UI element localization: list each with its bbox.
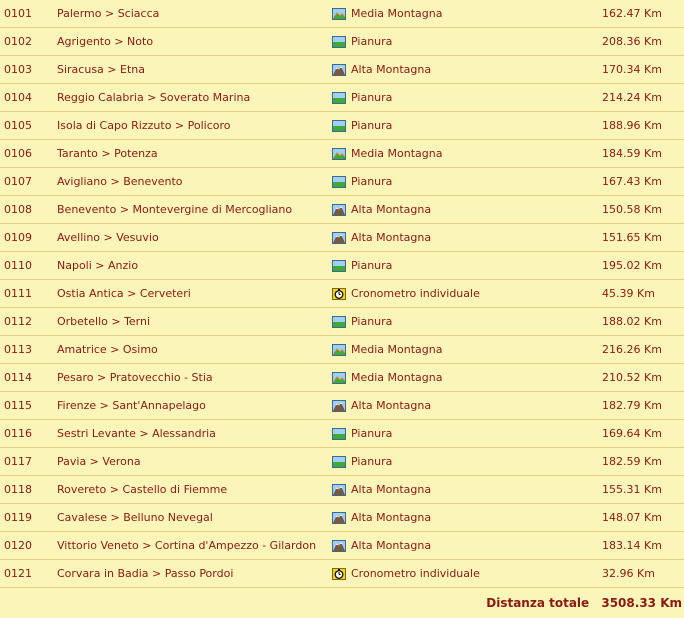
- stage-type: Pianura: [351, 119, 392, 132]
- stage-row: [0, 532, 684, 560]
- stage-distance: 170.34 Km: [602, 56, 684, 84]
- stage-distance: 208.36 Km: [602, 28, 684, 56]
- stage-distance: 151.65 Km: [602, 224, 684, 252]
- stage-route: Pesaro > Pratovecchio - Stia: [57, 364, 332, 392]
- stage-number: 0109: [0, 224, 57, 252]
- stage-row: [0, 364, 684, 392]
- medium-mountain-icon: [332, 372, 346, 384]
- flat-stage-icon: [332, 92, 346, 104]
- stage-number: 0114: [0, 364, 57, 392]
- stage-distance: 148.07 Km: [602, 504, 684, 532]
- stage-number: 0111: [0, 280, 57, 308]
- stage-route: Rovereto > Castello di Fiemme: [57, 476, 332, 504]
- flat-stage-icon: [332, 428, 346, 440]
- high-mountain-icon: [332, 400, 346, 412]
- stage-type-cell: [332, 476, 602, 504]
- stopwatch-icon: [332, 288, 346, 300]
- stage-row: [0, 84, 684, 112]
- medium-mountain-icon: [332, 8, 346, 20]
- flat-stage-icon: [332, 36, 346, 48]
- stage-number: 0104: [0, 84, 57, 112]
- stage-type-cell: [332, 532, 602, 560]
- stage-route: Amatrice > Osimo: [57, 336, 332, 364]
- stage-type-cell: [332, 392, 602, 420]
- stage-distance: 182.59 Km: [602, 448, 684, 476]
- stage-type: Alta Montagna: [351, 231, 431, 244]
- stage-number: 0120: [0, 532, 57, 560]
- stage-number: 0115: [0, 392, 57, 420]
- stage-type: Media Montagna: [351, 371, 442, 384]
- stage-number: 0107: [0, 168, 57, 196]
- stage-type-cell: [332, 84, 602, 112]
- high-mountain-icon: [332, 484, 346, 496]
- stage-number: 0119: [0, 504, 57, 532]
- stage-type: Alta Montagna: [351, 63, 431, 76]
- stage-type-cell: [332, 420, 602, 448]
- stage-type-cell: [332, 448, 602, 476]
- stage-type-cell: [332, 560, 602, 588]
- stage-row: [0, 392, 684, 420]
- stage-type-cell: [332, 0, 602, 28]
- stage-distance: 182.79 Km: [602, 392, 684, 420]
- stage-row: [0, 504, 684, 532]
- stage-route: Reggio Calabria > Soverato Marina: [57, 84, 332, 112]
- stage-type-cell: [332, 168, 602, 196]
- stage-type: Media Montagna: [351, 343, 442, 356]
- high-mountain-icon: [332, 232, 346, 244]
- stage-row: [0, 56, 684, 84]
- stage-route: Pavia > Verona: [57, 448, 332, 476]
- stage-type: Alta Montagna: [351, 203, 431, 216]
- stage-type-cell: [332, 308, 602, 336]
- high-mountain-icon: [332, 540, 346, 552]
- stage-type: Pianura: [351, 175, 392, 188]
- stage-row: [0, 112, 684, 140]
- stage-number: 0103: [0, 56, 57, 84]
- stage-route: Siracusa > Etna: [57, 56, 332, 84]
- stage-number: 0101: [0, 0, 57, 28]
- stage-route: Vittorio Veneto > Cortina d'Ampezzo - Gilardon: [57, 532, 332, 560]
- high-mountain-icon: [332, 64, 346, 76]
- stage-number: 0108: [0, 196, 57, 224]
- stage-number: 0110: [0, 252, 57, 280]
- stage-type: Pianura: [351, 91, 392, 104]
- stage-route: Avigliano > Benevento: [57, 168, 332, 196]
- stage-type: Pianura: [351, 35, 392, 48]
- stage-row: [0, 28, 684, 56]
- stage-route: Firenze > Sant'Annapelago: [57, 392, 332, 420]
- flat-stage-icon: [332, 316, 346, 328]
- stage-row: [0, 168, 684, 196]
- stage-route: Cavalese > Belluno Nevegal: [57, 504, 332, 532]
- stage-row: [0, 252, 684, 280]
- stopwatch-icon: [332, 568, 346, 580]
- total-label: Distanza totale: [486, 596, 589, 610]
- stage-route: Sestri Levante > Alessandria: [57, 420, 332, 448]
- flat-stage-icon: [332, 176, 346, 188]
- total-row: [0, 588, 684, 618]
- stage-distance: 169.64 Km: [602, 420, 684, 448]
- medium-mountain-icon: [332, 148, 346, 160]
- stage-row: [0, 0, 684, 28]
- stage-row: [0, 560, 684, 588]
- stage-route: Orbetello > Terni: [57, 308, 332, 336]
- stage-type-cell: [332, 196, 602, 224]
- stage-type-cell: [332, 140, 602, 168]
- stage-row: [0, 280, 684, 308]
- stage-type: Pianura: [351, 455, 392, 468]
- stage-row: [0, 476, 684, 504]
- stage-type-cell: [332, 280, 602, 308]
- stage-route: Ostia Antica > Cerveteri: [57, 280, 332, 308]
- stage-row: [0, 448, 684, 476]
- stage-distance: 45.39 Km: [602, 280, 684, 308]
- stage-route: Avellino > Vesuvio: [57, 224, 332, 252]
- high-mountain-icon: [332, 204, 346, 216]
- stage-number: 0117: [0, 448, 57, 476]
- stage-number: 0118: [0, 476, 57, 504]
- stage-distance: 216.26 Km: [602, 336, 684, 364]
- stage-type-cell: [332, 28, 602, 56]
- stage-distance: 150.58 Km: [602, 196, 684, 224]
- stage-row: [0, 140, 684, 168]
- stage-type: Alta Montagna: [351, 539, 431, 552]
- stage-number: 0105: [0, 112, 57, 140]
- stage-distance: 188.02 Km: [602, 308, 684, 336]
- stage-type: Pianura: [351, 259, 392, 272]
- stage-type: Cronometro individuale: [351, 287, 480, 300]
- stage-number: 0113: [0, 336, 57, 364]
- stage-type-cell: [332, 504, 602, 532]
- stage-row: [0, 420, 684, 448]
- stage-route: Palermo > Sciacca: [57, 0, 332, 28]
- stage-distance: 32.96 Km: [602, 560, 684, 588]
- stage-type: Alta Montagna: [351, 483, 431, 496]
- stage-number: 0106: [0, 140, 57, 168]
- stage-type: Media Montagna: [351, 147, 442, 160]
- stage-route: Corvara in Badia > Passo Pordoi: [57, 560, 332, 588]
- stage-distance: 210.52 Km: [602, 364, 684, 392]
- stage-route: Isola di Capo Rizzuto > Policoro: [57, 112, 332, 140]
- stage-row: [0, 308, 684, 336]
- total-cell: [0, 588, 684, 618]
- stage-route: Benevento > Montevergine di Mercogliano: [57, 196, 332, 224]
- stage-type: Cronometro individuale: [351, 567, 480, 580]
- stage-distance: 195.02 Km: [602, 252, 684, 280]
- stage-route: Napoli > Anzio: [57, 252, 332, 280]
- total-value: 3508.33 Km: [601, 596, 682, 610]
- stage-route: Agrigento > Noto: [57, 28, 332, 56]
- high-mountain-icon: [332, 512, 346, 524]
- stage-row: [0, 336, 684, 364]
- stage-distance: 155.31 Km: [602, 476, 684, 504]
- stage-distance: 184.59 Km: [602, 140, 684, 168]
- stage-route: Taranto > Potenza: [57, 140, 332, 168]
- stage-type-cell: [332, 112, 602, 140]
- medium-mountain-icon: [332, 344, 346, 356]
- stage-type-cell: [332, 224, 602, 252]
- stage-type: Pianura: [351, 315, 392, 328]
- stage-number: 0102: [0, 28, 57, 56]
- stage-distance: 183.14 Km: [602, 532, 684, 560]
- stage-number: 0121: [0, 560, 57, 588]
- stage-row: [0, 224, 684, 252]
- stage-distance: 162.47 Km: [602, 0, 684, 28]
- flat-stage-icon: [332, 260, 346, 272]
- stage-row: [0, 196, 684, 224]
- stage-type-cell: [332, 252, 602, 280]
- stage-type: Alta Montagna: [351, 511, 431, 524]
- stage-distance: 188.96 Km: [602, 112, 684, 140]
- stage-type-cell: [332, 336, 602, 364]
- stage-type-cell: [332, 364, 602, 392]
- stage-number: 0116: [0, 420, 57, 448]
- stage-number: 0112: [0, 308, 57, 336]
- flat-stage-icon: [332, 120, 346, 132]
- stage-distance: 167.43 Km: [602, 168, 684, 196]
- flat-stage-icon: [332, 456, 346, 468]
- stage-type: Alta Montagna: [351, 399, 431, 412]
- stage-type-cell: [332, 56, 602, 84]
- stage-type: Media Montagna: [351, 7, 442, 20]
- stage-distance: 214.24 Km: [602, 84, 684, 112]
- stage-type: Pianura: [351, 427, 392, 440]
